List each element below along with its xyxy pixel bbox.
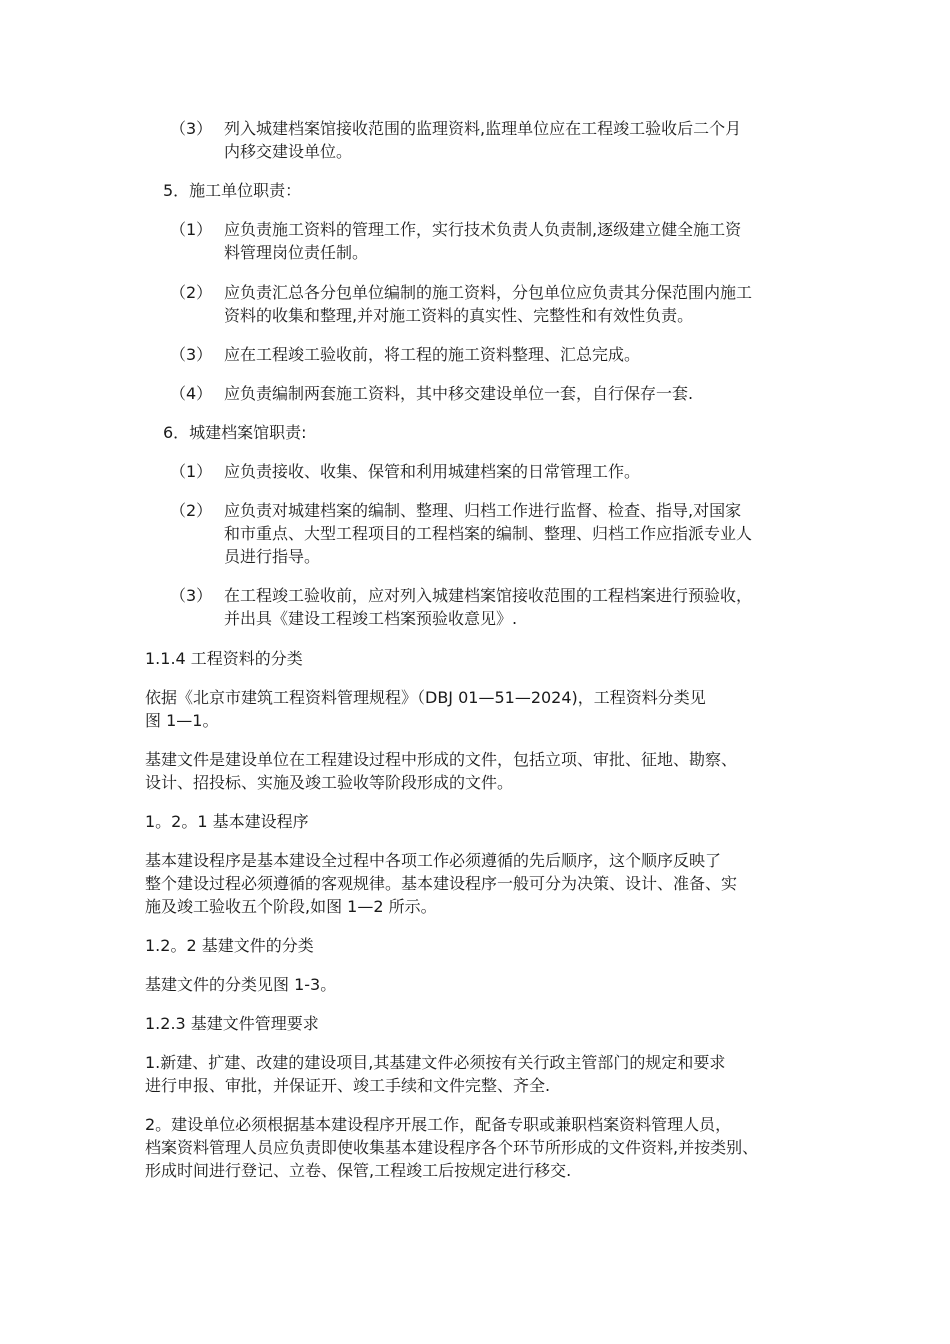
item-text-line: 料管理岗位责任制。 xyxy=(224,243,369,262)
item-text-line: 和市重点、大型工程项目的工程档案的编制、整理、归档工作应指派专业人 xyxy=(224,524,753,543)
item-number: （1） xyxy=(170,462,213,481)
item-number: （4） xyxy=(170,384,213,403)
item-text-line: 应在工程竣工验收前，将工程的施工资料整理、汇总完成。 xyxy=(224,345,641,364)
item-text-line: 应负责接收、收集、保管和利用城建档案的日常管理工作。 xyxy=(224,462,641,481)
paragraph-line: 设计、招投标、实施及竣工验收等阶段形成的文件。 xyxy=(145,773,514,792)
item-number: （3） xyxy=(170,586,213,605)
item-number: （2） xyxy=(170,501,213,520)
paragraph-line: 基建文件的分类见图 1-3。 xyxy=(145,975,337,994)
item-text-line: 应负责编制两套施工资料，其中移交建设单位一套，自行保存一套. xyxy=(224,384,694,403)
item-text-line: 内移交建设单位。 xyxy=(224,142,353,161)
paragraph xyxy=(145,748,815,794)
paragraph-line: 基建文件是建设单位在工程建设过程中形成的文件，包括立项、审批、征地、勘察、 xyxy=(145,750,738,769)
subsection-heading: 1.2.3 基建文件管理要求 xyxy=(145,1014,319,1033)
paragraph-line: 进行申报、审批，并保证开、竣工手续和文件完整、齐全. xyxy=(145,1076,551,1095)
subsection-heading: 1.1.4 工程资料的分类 xyxy=(145,649,303,668)
paragraph-line: 形成时间进行登记、立卷、保管,工程竣工后按规定进行移交. xyxy=(145,1161,572,1180)
paragraph xyxy=(145,1113,815,1182)
item-text-line: 应负责汇总各分包单位编制的施工资料，分包单位应负责其分保范围内施工 xyxy=(224,283,753,302)
subsection-heading: 1.2。2 基建文件的分类 xyxy=(145,936,314,955)
paragraph-line: 依据《北京市建筑工程资料管理规程》（DBJ 01—51—2024)，工程资料分类见 xyxy=(145,688,706,707)
paragraph-line: 整个建设过程必须遵循的客观规律。基本建设程序一般可分为决策、设计、准备、实 xyxy=(145,874,738,893)
item-number: （2） xyxy=(170,283,213,302)
item-text-line: 员进行指导。 xyxy=(224,547,321,566)
item-number: （3） xyxy=(170,345,213,364)
paragraph-line: 档案资料管理人员应负责即使收集基本建设程序各个环节所形成的文件资料,并按类别、 xyxy=(145,1138,759,1157)
paragraph-line: 施及竣工验收五个阶段,如图 1—2 所示。 xyxy=(145,897,437,916)
subsection-heading: 1。2。1 基本建设程序 xyxy=(145,812,309,831)
paragraph-line: 基本建设程序是基本建设全过程中各项工作必须遵循的先后顺序，这个顺序反映了 xyxy=(145,851,722,870)
item-text-line: 列入城建档案馆接收范围的监理资料,监理单位应在工程竣工验收后二个月 xyxy=(224,119,742,138)
item-text-line: 应负责施工资料的管理工作，实行技术负责人负责制,逐级建立健全施工资 xyxy=(224,220,742,239)
item-text-line: 在工程竣工验收前，应对列入城建档案馆接收范围的工程档案进行预验收， xyxy=(224,586,753,605)
paragraph xyxy=(145,686,815,732)
item-number: （1） xyxy=(170,220,213,239)
paragraph xyxy=(145,1051,815,1097)
paragraph-line: 图 1—1。 xyxy=(145,711,219,730)
paragraph-line: 1.新建、扩建、改建的建设项目,其基建文件必须按有关行政主管部门的规定和要求 xyxy=(145,1053,726,1072)
section-heading: 6．城建档案馆职责: xyxy=(163,423,307,442)
item-text-line: 资料的收集和整理,并对施工资料的真实性、完整性和有效性负责。 xyxy=(224,306,694,325)
section-heading: 5．施工单位职责： xyxy=(163,181,302,200)
item-text-line: 应负责对城建档案的编制、整理、归档工作进行监督、检查、指导,对国家 xyxy=(224,501,742,520)
paragraph xyxy=(145,973,815,996)
item-text-line: 并出具《建设工程竣工档案预验收意见》. xyxy=(224,609,518,628)
paragraph-line: 2。建设单位必须根据基本建设程序开展工作，配备专职或兼职档案资料管理人员， xyxy=(145,1115,732,1134)
item-number: （3） xyxy=(170,119,213,138)
paragraph xyxy=(145,849,815,918)
